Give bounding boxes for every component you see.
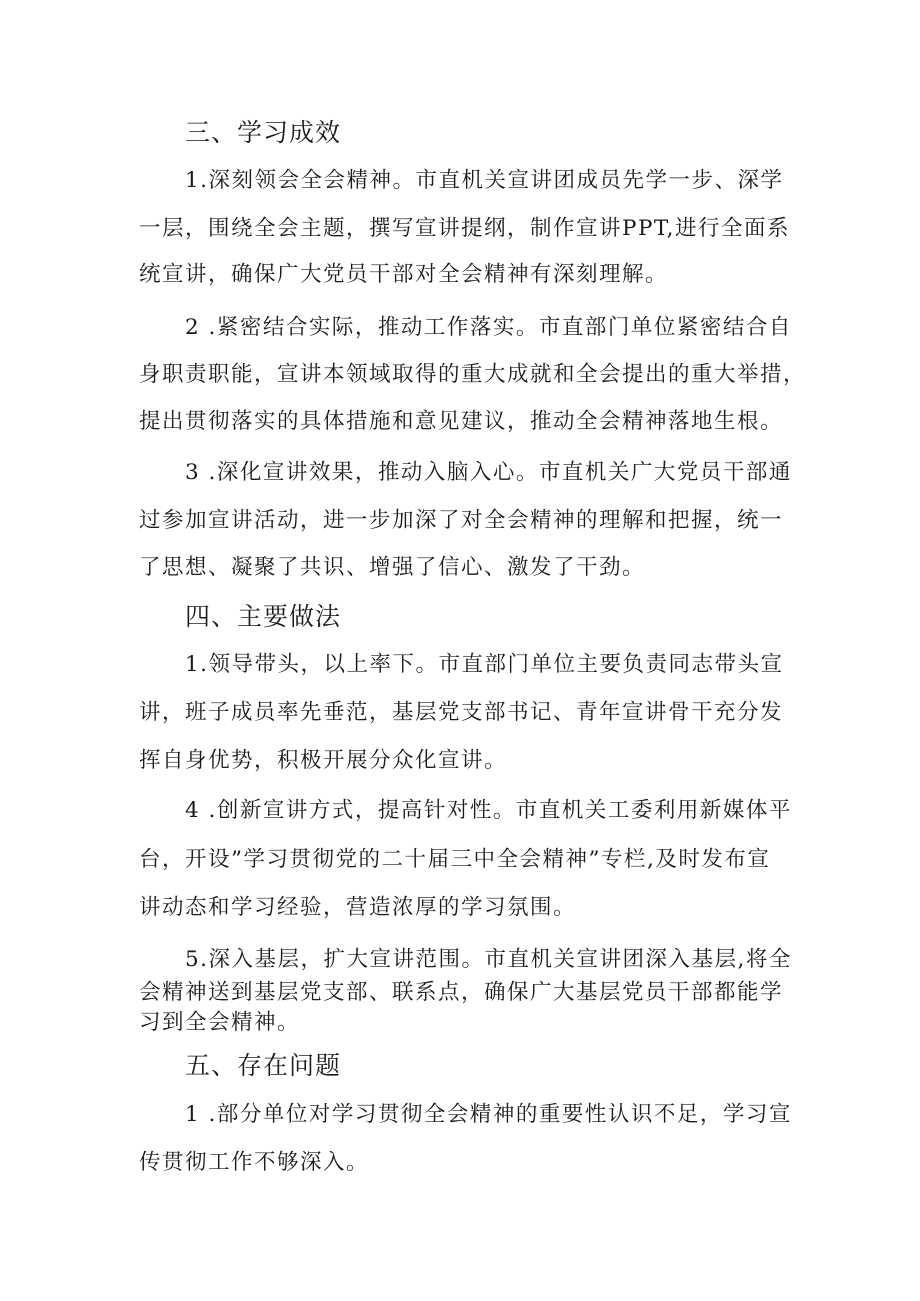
text-line: 挥自身优势，积极开展分众化宣讲。 xyxy=(139,748,508,773)
text-line: 1.领导带头，以上率下。市直部门单位主要负责同志带头宣 xyxy=(185,652,784,677)
section-heading-methods: 四、主要做法 xyxy=(185,602,342,631)
text-line: 习到全会精神。 xyxy=(139,1010,301,1035)
text-line: 3 .深化宣讲效果，推动入脑入心。市直机关广大党员干部通 xyxy=(185,460,792,485)
text-line: 身职责职能，宣讲本领域取得的重大成就和全会提出的重大举措， xyxy=(139,362,807,387)
section-heading-problems: 五、存在问题 xyxy=(185,1051,342,1080)
text-line: 一层，围绕全会主题，撰写宣讲提纲，制作宣讲PPT,进行全面系 xyxy=(139,216,790,241)
text-line: 2 .紧密结合实际，推动工作落实。市直部门单位紧密结合自 xyxy=(185,315,792,340)
text-line: 提出贯彻落实的具体措施和意见建议，推动全会精神落地生根。 xyxy=(139,409,784,434)
text-line: 4 .创新宣讲方式，提高针对性。市直机关工委利用新媒体平 xyxy=(185,798,792,823)
text-line: 统宣讲，确保广大党员干部对全会精神有深刻理解。 xyxy=(139,262,669,287)
text-line: 1.深刻领会全会精神。市直机关宣讲团成员先学一步、深学 xyxy=(185,168,784,193)
text-line: 讲动态和学习经验，营造浓厚的学习氛围。 xyxy=(139,895,577,920)
text-line: 1 .部分单位对学习贯彻全会精神的重要性认识不足，学习宣 xyxy=(185,1102,792,1127)
text-line: 了思想、凝聚了共识、增强了信心、激发了干劲。 xyxy=(139,555,646,580)
text-line: 过参加宣讲活动，进一步加深了对全会精神的理解和把握，统一 xyxy=(139,508,784,533)
text-line: 台，开设”学习贯彻党的二十届三中全会精神”专栏,及时发布宣 xyxy=(139,847,771,872)
text-line: 讲，班子成员率先垂范，基层党支部书记、青年宣讲骨干充分发 xyxy=(139,700,784,725)
text-line: 5.深入基层，扩大宣讲范围。市直机关宣讲团深入基层,将全 xyxy=(185,947,792,972)
text-line: 会精神送到基层党支部、联系点，确保广大基层党员干部都能学 xyxy=(139,980,784,1005)
section-heading-results: 三、学习成效 xyxy=(185,118,342,147)
text-line: 传贯彻工作不够深入。 xyxy=(139,1150,370,1175)
